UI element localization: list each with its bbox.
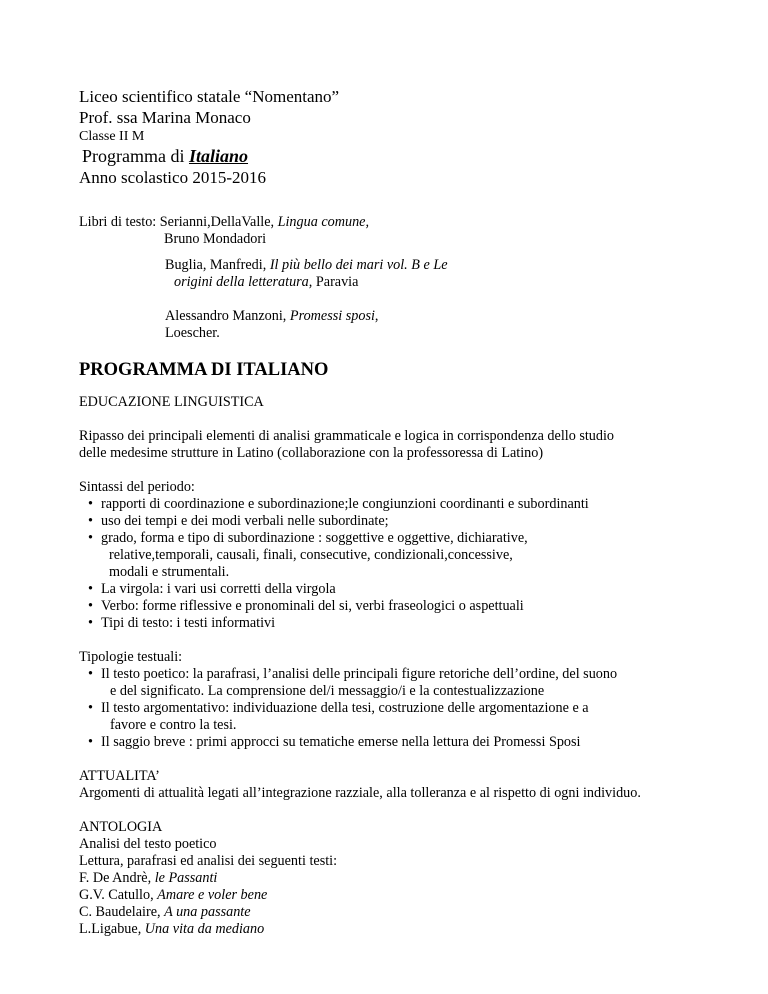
bullet-icon: •: [88, 615, 93, 631]
list-item-continuation: e del significato. La comprensione del/i messaggio/i e la contestualizzazione: [110, 683, 545, 699]
list-item-text: La virgola: i vari usi corretti della virgola: [101, 581, 336, 597]
list-item: [79, 615, 739, 632]
school-year: Anno scolastico 2015-2016: [79, 168, 266, 187]
bullet-icon: •: [88, 666, 93, 682]
book-2-authors: Buglia, Manfredi,: [165, 257, 270, 273]
list-item: [79, 666, 739, 700]
school-name: Liceo scientifico statale “Nomentano”: [79, 87, 340, 106]
teacher-name: Prof. ssa Marina Monaco: [79, 108, 251, 127]
bullet-icon: •: [88, 496, 93, 512]
text-author: L.Ligabue,: [79, 921, 145, 937]
book-3-author: Alessandro Manzoni,: [165, 308, 290, 324]
list-item: [79, 700, 739, 734]
list-item-text: Verbo: forme riflessive e pronominali del si, verbi fraseologici o aspettuali: [101, 598, 524, 614]
list-item-text: Il saggio breve : primi approcci su tematiche emerse nella lettura dei Promessi Sposi: [101, 734, 581, 750]
book-2-line: [79, 257, 739, 274]
bullet-icon: •: [88, 513, 93, 529]
list-item-text: Il testo argomentativo: individuazione della tesi, costruzione delle argomentazione e a: [101, 700, 589, 716]
antologia-text-item: [79, 904, 739, 921]
book-3-title: Promessi sposi: [289, 308, 375, 324]
antologia-text-item: [79, 921, 739, 938]
list-item-text: rapporti di coordinazione e subordinazione;le congiunzioni coordinanti e subordinanti: [101, 496, 589, 512]
list-item-continuation: modali e strumentali.: [109, 564, 230, 580]
book-3-line: [79, 308, 739, 325]
antologia-heading: ANTOLOGIA: [79, 819, 163, 835]
program-line: [79, 145, 739, 167]
program-prefix: Programma di: [82, 146, 189, 166]
list-item-text: Il testo poetico: la parafrasi, l’analisi delle principali figure retoriche dell’ordine, del suono: [101, 666, 618, 682]
list-item: [79, 734, 739, 751]
text-author: F. De Andrè,: [79, 870, 155, 886]
list-item: [79, 598, 739, 615]
main-title: PROGRAMMA DI ITALIANO: [79, 360, 329, 380]
antologia-section: [79, 819, 739, 938]
list-item: [79, 530, 739, 581]
sintassi-list: [79, 496, 739, 632]
list-item-text: Tipi di testo: i testi informativi: [101, 615, 276, 631]
book-2-title-1: Il più bello dei mari vol. B e Le: [269, 257, 448, 273]
text-title: le Passanti: [154, 870, 218, 886]
antologia-text-item: [79, 887, 739, 904]
linguistica-section: [79, 394, 739, 751]
book-3-publisher: Loescher.: [165, 325, 220, 341]
bullet-icon: •: [88, 581, 93, 597]
linguistica-heading: EDUCAZIONE LINGUISTICA: [79, 394, 264, 410]
book-2-line-2: [79, 274, 739, 291]
antologia-intro: Lettura, parafrasi ed analisi dei seguenti testi:: [79, 853, 338, 869]
books-section: [79, 214, 739, 342]
class-name: Classe II M: [79, 129, 145, 144]
book-1-authors: Serianni,DellaValle,: [159, 214, 278, 230]
list-item: [79, 496, 739, 513]
bullet-icon: •: [88, 700, 93, 716]
attualita-text: Argomenti di attualità legati all’integrazione razziale, alla tolleranza e al rispetto di ogni individuo.: [79, 785, 641, 801]
text-title: A una passante: [164, 904, 251, 920]
list-item: [79, 581, 739, 598]
bullet-icon: •: [88, 598, 93, 614]
text-author: G.V. Catullo,: [79, 887, 158, 903]
sintassi-title: Sintassi del periodo:: [79, 479, 195, 495]
linguistica-intro-2: delle medesime strutture in Latino (collaborazione con la professoressa di Latino): [79, 445, 544, 461]
book-2-publisher: Paravia: [312, 274, 359, 290]
book-2-title-2: origini della letteratura,: [174, 274, 313, 290]
list-item-continuation: favore e contro la tesi.: [110, 717, 237, 733]
text-author: C. Baudelaire,: [79, 904, 165, 920]
list-item-text: grado, forma e tipo di subordinazione : soggettive e oggettive, dichiarative,: [101, 530, 528, 546]
bullet-icon: •: [88, 530, 93, 546]
books-label: Libri di testo:: [79, 214, 160, 230]
tipologie-title: Tipologie testuali:: [79, 649, 183, 665]
text-title: Amare e voler bene: [157, 887, 268, 903]
book-3-comma: ,: [374, 308, 379, 324]
attualita-heading: ATTUALITA’: [79, 768, 160, 784]
book-1-publisher: Bruno Mondadori: [164, 231, 267, 247]
list-item: [79, 513, 739, 530]
list-item-text: uso dei tempi e dei modi verbali nelle subordinate;: [101, 513, 389, 529]
book-1-line: [79, 214, 739, 231]
book-1-title: Lingua comune,: [277, 214, 370, 230]
antologia-text-item: [79, 870, 739, 887]
program-subject: Italiano: [188, 146, 249, 166]
tipologie-list: [79, 666, 739, 751]
attualita-section: [79, 768, 739, 802]
bullet-icon: •: [88, 734, 93, 750]
linguistica-intro-1: Ripasso dei principali elementi di analisi grammaticale e logica in corrispondenza dello studio: [79, 428, 615, 444]
list-item-continuation: relative,temporali, causali, finali, consecutive, condizionali,concessive,: [109, 547, 513, 563]
page-content: [79, 86, 739, 938]
text-title: Una vita da mediano: [144, 921, 265, 937]
antologia-sub: Analisi del testo poetico: [79, 836, 217, 852]
